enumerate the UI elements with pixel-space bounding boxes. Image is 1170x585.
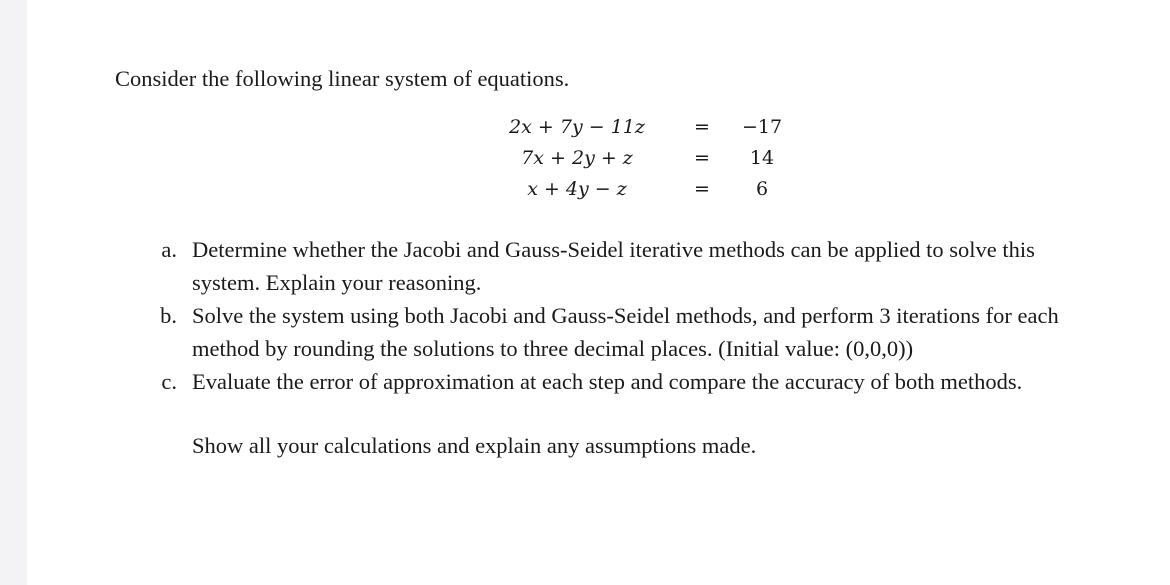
item-text: Solve the system using both Jacobi and Gauss-Seidel methods, and perform 3 iterations for each method by rounding the solutions to three decimal places. (Initial value: (0,0,0))	[192, 303, 1059, 361]
question-item-b	[147, 299, 1157, 365]
question-item-a	[147, 233, 1157, 299]
equation-row-1	[497, 116, 797, 147]
equation-rhs: −17	[741, 116, 783, 138]
equals-sign: =	[694, 178, 710, 200]
equation-row-3	[497, 178, 797, 209]
item-marker: c.	[161, 369, 177, 394]
left-margin-strip	[0, 0, 27, 585]
equation-lhs: 2x + 7y − 11z	[509, 116, 645, 138]
equation-lhs: 7x + 2y + z	[521, 147, 633, 169]
equation-rhs: 14	[749, 147, 775, 169]
equals-sign: =	[694, 116, 710, 138]
equation-row-2	[497, 147, 797, 178]
intro-text: Consider the following linear system of equations.	[115, 66, 570, 91]
equation-system	[497, 116, 797, 209]
question-item-c	[147, 365, 1157, 398]
document-page	[27, 0, 1170, 585]
question-list	[147, 233, 1157, 398]
item-text: Evaluate the error of approximation at each step and compare the accuracy of both methods.	[192, 369, 1023, 394]
equation-lhs: x + 4y − z	[527, 178, 627, 200]
item-marker: a.	[161, 237, 177, 262]
closing-instruction: Show all your calculations and explain any assumptions made.	[192, 433, 757, 458]
item-text: Determine whether the Jacobi and Gauss-Seidel iterative methods can be applied to solve this system. Explain your reasoning.	[192, 237, 1035, 295]
equation-rhs: 6	[755, 178, 769, 200]
equals-sign: =	[694, 147, 710, 169]
item-marker: b.	[160, 303, 177, 328]
